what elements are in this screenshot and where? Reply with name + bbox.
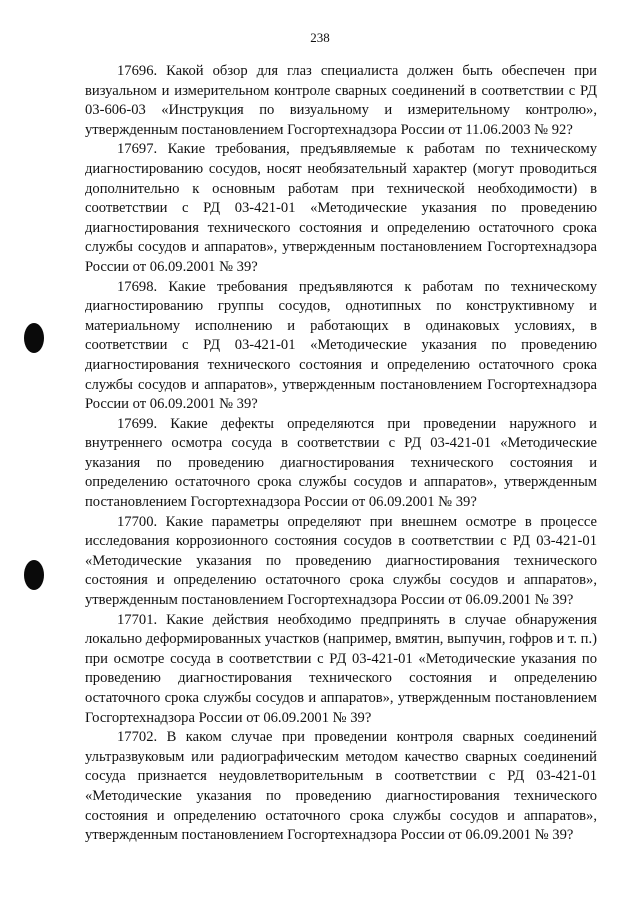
- question-17700: 17700. Какие параметры определяют при внешнем осмотре в процессе исследования коррозионного состояния сосудов в соответствии с РД 03-421-01 «Методические указания по проведению диагностирования технического состояния и определению остаточного срока службы сосудов и аппаратов», утвержденным постановлением Госгортехнадзора России от 06.09.2001 № 39?: [85, 513, 597, 609]
- question-list: [85, 62, 597, 846]
- question-17698: 17698. Какие требования предъявляются к работам по техническому диагностированию группы сосудов, однотипных по конструктивному и материальному исполнению и работающих в одинаковых условиях, в соответствии с РД 03-421-01 «Методические указания по проведению диагностирования технического состояния и определению остаточного срока службы сосудов и аппаратов», утвержденным постановлением Госгортехнадзора России от 06.09.2001 № 39?: [85, 278, 597, 413]
- question-17701: 17701. Какие действия необходимо предпринять в случае обнаружения локально деформированных участков (например, вмятин, выпучин, гофров и т. п.) при осмотре сосуда в соответствии с РД 03-421-01 «Методические указания по проведению диагностирования технического состояния и определению остаточного срока службы сосудов и аппаратов», утвержденным постановлением Госгортехнадзора России от 06.09.2001 № 39?: [85, 611, 597, 726]
- question-17697: 17697. Какие требования, предъявляемые к работам по техническому диагностированию сосудов, носят необязательный характер (могут проводиться дополнительно к основным работам при технической необходимости) в соответствии с РД 03-421-01 «Методические указания по проведению диагностирования технического состояния и определению остаточного срока службы сосудов и аппаратов», утвержденным постановлением Госгортехнадзора России от 06.09.2001 № 39?: [85, 141, 597, 275]
- question-17699: 17699. Какие дефекты определяются при проведении наружного и внутреннего осмотра сосуда в соответствии с РД 03-421-01 «Методические указания по проведению диагностирования технического состояния и определению остаточного срока службы сосудов и аппаратов», утвержденным постановлением Госгортехнадзора России от 06.09.2001 № 39?: [85, 415, 597, 511]
- page-number: 238: [310, 30, 330, 45]
- punch-hole-bottom: [24, 560, 44, 590]
- punch-hole-top: [24, 323, 44, 353]
- question-17702: 17702. В каком случае при проведении контроля сварных соединений ультразвуковым или радиографическим методом качество сварных соединений сосуда признается неудовлетворительным в соответствии с РД 03-421-01 «Методические указания по проведению диагностирования технического состояния и определению остаточного срока службы сосудов и аппаратов», утвержденным постановлением Госгортехнадзора России от 06.09.2001 № 39?: [85, 729, 597, 844]
- question-17696: 17696. Какой обзор для глаз специалиста должен быть обеспечен при визуальном и измерительном контроле сварных соединений в соответствии с РД 03-606-03 «Инструкция по визуальному и измерительному контролю», утвержденным постановлением Госгортехнадзора России от 11.06.2003 № 92?: [85, 63, 597, 138]
